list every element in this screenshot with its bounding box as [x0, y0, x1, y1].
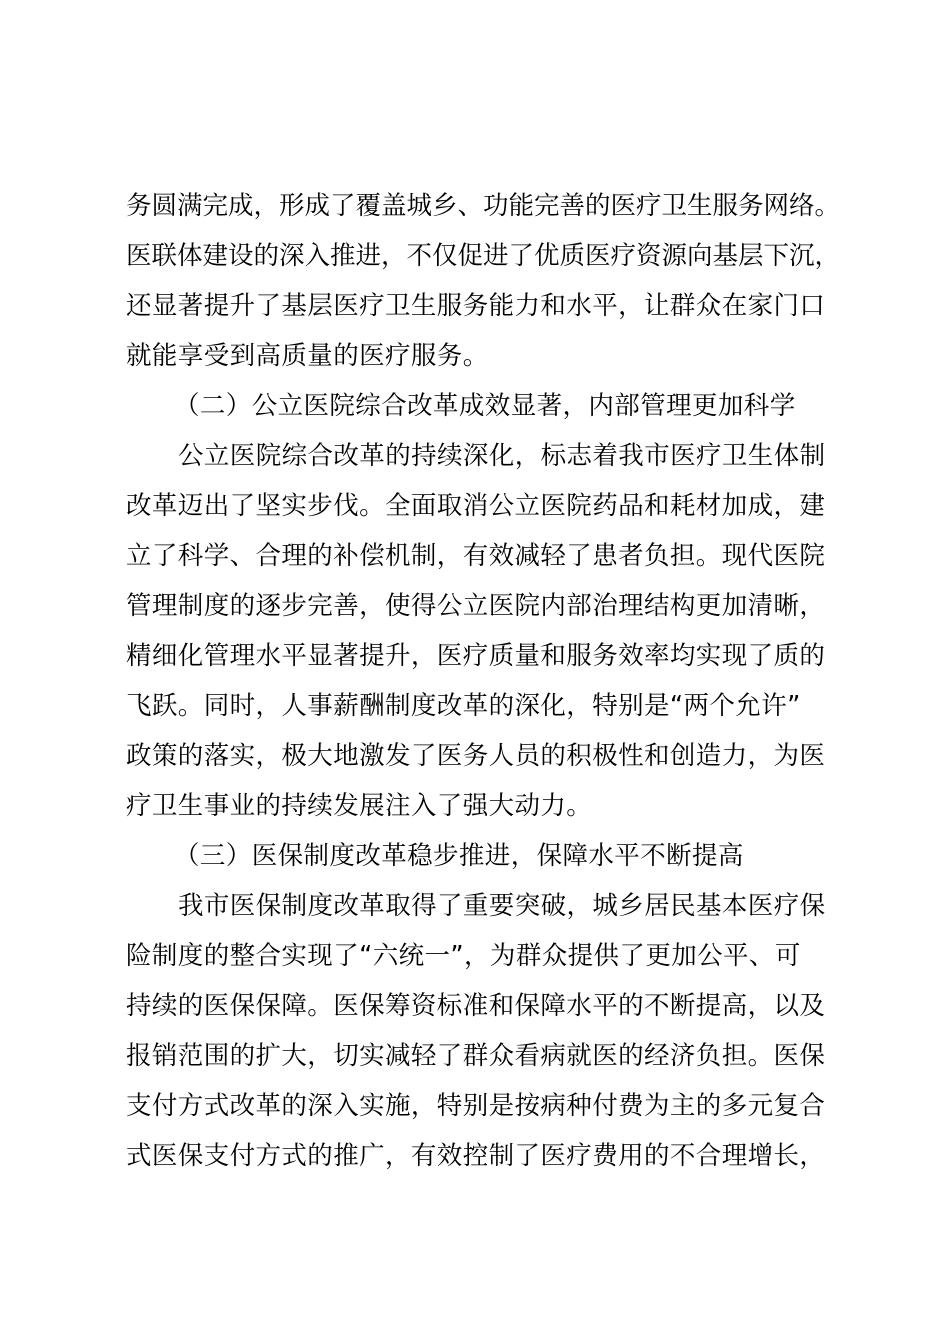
text-line: 改革迈出了坚实步伐。全面取消公立医院药品和耗材加成，建 [126, 491, 826, 521]
section-heading: （二）公立医院综合改革成效显著，内部管理更加科学 [174, 391, 796, 421]
text-line: 医联体建设的深入推进，不仅促进了优质医疗资源向基层下沉， [126, 241, 841, 271]
text-line: 报销范围的扩大，切实减轻了群众看病就医的经济负担。医保 [126, 1041, 826, 1071]
text-line: 务圆满完成，形成了覆盖城乡、功能完善的医疗卫生服务网络。 [126, 191, 841, 221]
section-heading: （三）医保制度改革稳步推进，保障水平不断提高 [174, 841, 744, 871]
text-line: 还显著提升了基层医疗卫生服务能力和水平，让群众在家门口 [126, 291, 826, 321]
text-line: 式医保支付方式的推广，有效控制了医疗费用的不合理增长， [126, 1141, 826, 1171]
text-line: 险制度的整合实现了“六统一”，为群众提供了更加公平、可 [126, 941, 801, 971]
text-line: 支付方式改革的深入实施，特别是按病种付费为主的多元复合 [126, 1091, 826, 1121]
text-line: 疗卫生事业的持续发展注入了强大动力。 [126, 791, 593, 821]
text-line: 就能享受到高质量的医疗服务。 [126, 341, 489, 371]
text-line: 持续的医保保障。医保筹资标准和保障水平的不断提高，以及 [126, 991, 826, 1021]
paragraph-first-line: 公立医院综合改革的持续深化，标志着我市医疗卫生体制 [178, 441, 826, 471]
text-line: 精细化管理水平显著提升，医疗质量和服务效率均实现了质的 [126, 641, 826, 671]
text-line: 飞跃。同时，人事薪酬制度改革的深化，特别是“两个允许” [126, 691, 801, 721]
paragraph-first-line: 我市医保制度改革取得了重要突破，城乡居民基本医疗保 [178, 891, 826, 921]
text-line: 政策的落实，极大地激发了医务人员的积极性和创造力，为医 [126, 741, 826, 771]
text-line: 管理制度的逐步完善，使得公立医院内部治理结构更加清晰， [126, 591, 826, 621]
text-line: 立了科学、合理的补偿机制，有效减轻了患者负担。现代医院 [126, 541, 826, 571]
